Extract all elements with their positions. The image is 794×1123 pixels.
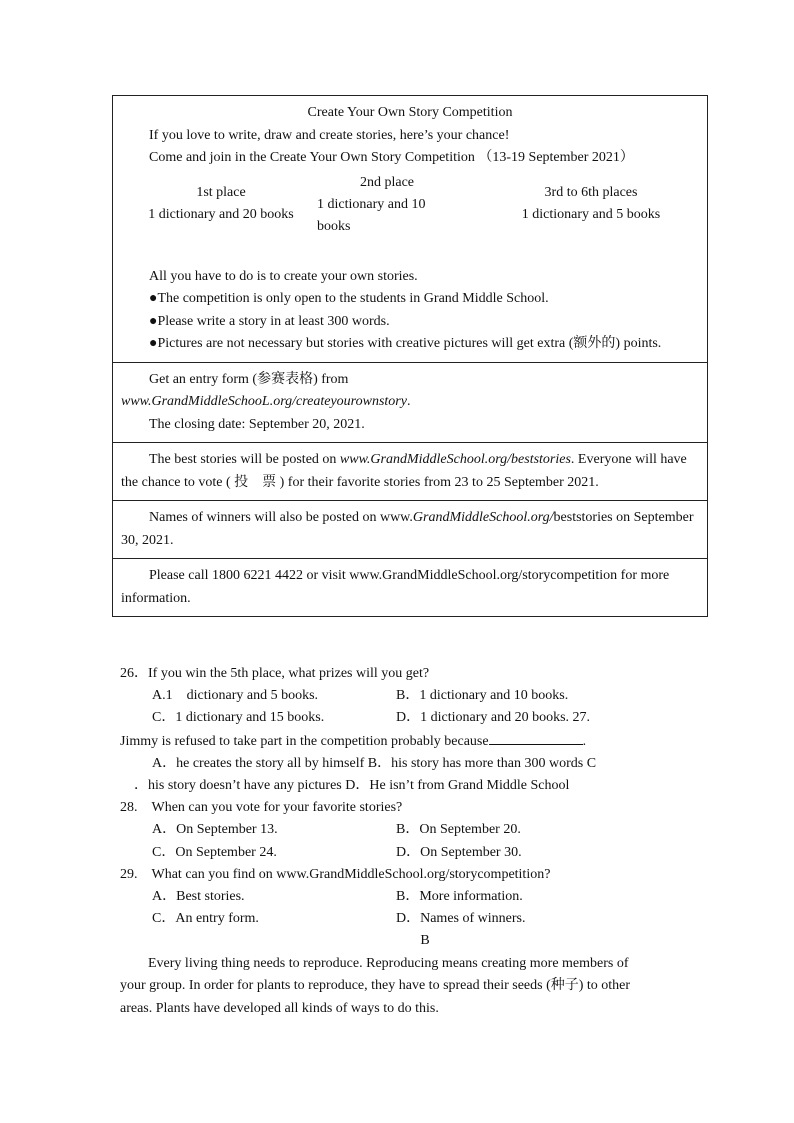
option-a[interactable]: A．Best stories. — [152, 889, 245, 905]
options-row — [120, 842, 710, 864]
section-b-heading: B — [420, 933, 430, 949]
options-row — [120, 908, 710, 930]
questions-section — [120, 663, 710, 1020]
option-a[interactable]: A．On September 13. — [152, 822, 278, 838]
voting-box: The best stories will be posted on www.GrandMiddleSchool.org/beststories. Everyone will have the chance to vote ( 投 票 ) for their favorite stories from 23 to 25 September 2021. — [113, 442, 707, 500]
beststories-url[interactable]: www.GrandMiddleSchool.org/beststories — [339, 452, 571, 467]
options-row — [120, 819, 710, 841]
rule-item: ●Please write a story in at least 300 words. — [149, 313, 390, 329]
rule-item: ●The competition is only open to the students in Grand Middle School. — [149, 291, 549, 306]
entry-url[interactable]: www.GrandMiddleSchooL.org/createyourownstory — [121, 394, 407, 409]
notice-intro-1: If you love to write, draw and create stories, here’s your chance! — [149, 127, 510, 143]
section-b-passage: Every living thing needs to reproduce. Reproducing means creating more members of your group. In order for plants to reproduce, they have to spread their seeds (种子) to other areas. Plants have developed all kinds of ways to do this. — [120, 955, 631, 1016]
option-b[interactable]: B．On September 20. — [396, 822, 521, 838]
prize-text: 1 dictionary and 20 books — [148, 206, 294, 222]
prize-third-to-sixth — [481, 182, 701, 226]
contact-box: Please call 1800 6221 4422 or visit www.GrandMiddleSchool.org/storycompetition for more information. — [113, 558, 707, 616]
prize-label: 3rd to 6th places — [544, 184, 638, 200]
prize-text: 1 dictionary and 10 books — [317, 196, 426, 234]
rules-intro: All you have to do is to create your own stories. — [149, 268, 418, 284]
option-b[interactable]: B．1 dictionary and 10 books. — [396, 688, 569, 704]
question-27-options-cd[interactable]: ．his story doesn’t have any pictures D．He isn’t from Grand Middle School — [134, 778, 570, 794]
prize-second — [317, 172, 457, 238]
rule-item: ●Pictures are not necessary but stories with creative pictures will get extra (额外的) points. — [149, 336, 662, 351]
prize-label: 2nd place — [359, 174, 415, 190]
option-c[interactable]: C．On September 24. — [152, 844, 277, 860]
answer-blank — [489, 730, 583, 745]
options-row — [120, 886, 710, 908]
prize-first — [121, 182, 321, 226]
notice-title: Create Your Own Story Competition — [307, 105, 513, 120]
winners-box: Names of winners will also be posted on www.GrandMiddleSchool.org/beststories on September 30, 2021. — [113, 500, 707, 558]
question-27: Jimmy is refused to take part in the competition probably because . — [120, 730, 710, 753]
notice-main-box — [113, 96, 707, 362]
prize-table — [121, 176, 699, 248]
question-29: 29. What can you find on www.GrandMiddleSchool.org/storycompetition? — [120, 866, 551, 882]
winners-url[interactable]: GrandMiddleSchool.org/ — [412, 510, 554, 525]
option-a[interactable]: A.1 dictionary and 5 books. — [152, 688, 319, 704]
options-row — [120, 707, 710, 729]
question-28: 28. When can you vote for your favorite stories? — [120, 800, 403, 816]
entry-form-box — [113, 362, 707, 443]
option-c[interactable]: C．An entry form. — [152, 911, 259, 927]
entry-url-line: www.GrandMiddleSchooL.org/createyourownstory. — [121, 394, 411, 409]
notice-intro-2: Come and join in the Create Your Own Story Competition （13-19 September 2021） — [149, 150, 634, 165]
entry-line: Get an entry form (参赛表格) from — [149, 371, 349, 387]
option-d[interactable]: D．Names of winners. — [396, 911, 526, 927]
prize-label: 1st place — [196, 184, 246, 200]
question-27-options-ab[interactable]: A．he creates the story all by himself B．his story has more than 300 words C — [152, 755, 597, 771]
competition-notice — [112, 95, 708, 617]
option-d[interactable]: D．1 dictionary and 20 books. 27. — [396, 710, 591, 726]
option-c[interactable]: C．1 dictionary and 15 books. — [152, 710, 325, 726]
option-d[interactable]: D．On September 30. — [396, 844, 522, 860]
question-26: 26．If you win the 5th place, what prizes will you get? — [120, 666, 430, 681]
closing-date: The closing date: September 20, 2021. — [149, 416, 365, 432]
option-b[interactable]: B．More information. — [396, 889, 523, 905]
options-row — [120, 685, 710, 707]
prize-text: 1 dictionary and 5 books — [521, 206, 661, 222]
